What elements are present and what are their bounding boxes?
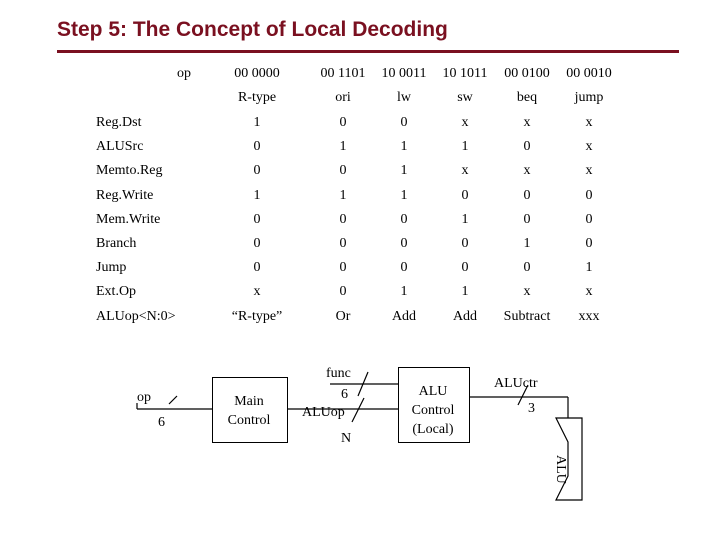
- row-label: Branch: [96, 236, 137, 251]
- alu-label: ALU: [553, 455, 568, 484]
- opcode-header: 00 1101: [320, 66, 366, 81]
- op-bus-slash: [169, 396, 177, 404]
- table-cell: 0: [523, 187, 531, 203]
- table-cell: 0: [339, 284, 347, 300]
- table-cell: x: [461, 115, 469, 130]
- table-cell: xxx: [578, 308, 600, 324]
- row-label: Mem.Write: [96, 211, 161, 227]
- table-cell: 1: [400, 139, 408, 155]
- table-cell: 0: [253, 236, 261, 251]
- page-title: Step 5: The Concept of Local Decoding: [57, 18, 448, 41]
- table-cell: 0: [339, 260, 347, 276]
- table-cell: 0: [400, 211, 408, 227]
- table-cell: x: [585, 139, 593, 155]
- func-bus-width: 6: [341, 387, 348, 402]
- main-control-line1: Main: [234, 394, 264, 409]
- table-cell: 0: [461, 260, 469, 276]
- table-cell: 1: [585, 260, 593, 276]
- table-cell: x: [523, 163, 531, 179]
- aluop-bus-width: N: [341, 431, 352, 446]
- row-label: ALUop<N:0>: [96, 308, 176, 324]
- table-cell: 1: [461, 139, 469, 155]
- opcode-header: 00 0010: [566, 66, 612, 81]
- table-cell: Add: [452, 308, 478, 324]
- table-cell: 0: [585, 236, 593, 251]
- table-cell: 0: [400, 115, 408, 130]
- table-cell: 1: [461, 211, 469, 227]
- op-header-label: op: [177, 66, 191, 81]
- row-label: Jump: [96, 260, 127, 276]
- table-cell: Or: [335, 308, 351, 324]
- instruction-header: sw: [457, 90, 473, 105]
- table-cell: 1: [461, 284, 469, 300]
- table-cell: 0: [461, 236, 469, 251]
- row-label: Reg.Dst: [96, 115, 142, 130]
- table-cell: x: [253, 284, 261, 300]
- table-cell: “R-type”: [231, 308, 283, 324]
- table-cell: 0: [339, 236, 347, 251]
- alu-control-line3: (Local): [412, 422, 454, 437]
- table-cell: 0: [585, 211, 593, 227]
- main-control-text: [228, 392, 271, 430]
- table-cell: 1: [400, 284, 408, 300]
- table-cell: 0: [461, 187, 469, 203]
- op-bus-width: 6: [158, 415, 165, 430]
- table-cell: 1: [523, 236, 531, 251]
- table-cell: x: [523, 115, 531, 130]
- table-cell: 0: [523, 139, 531, 155]
- table-cell: 0: [253, 211, 261, 227]
- aluctr-bus-width: 3: [528, 401, 535, 416]
- table-cell: x: [585, 163, 593, 179]
- row-label: Reg.Write: [96, 187, 154, 203]
- table-cell: 0: [253, 139, 261, 155]
- opcode-header: 00 0100: [504, 66, 550, 81]
- table-cell: 1: [400, 163, 408, 179]
- table-cell: Subtract: [503, 308, 551, 324]
- table-cell: 0: [253, 260, 261, 276]
- aluctr-label: ALUctr: [494, 376, 538, 391]
- table-cell: x: [585, 115, 593, 130]
- table-cell: 0: [339, 163, 347, 179]
- table-cell: Add: [391, 308, 417, 324]
- table-cell: x: [585, 284, 593, 300]
- instruction-header: R-type: [237, 90, 277, 105]
- alu-control-text: [412, 382, 455, 439]
- table-cell: 0: [523, 260, 531, 276]
- instruction-header: lw: [397, 90, 411, 105]
- table-cell: 0: [400, 236, 408, 251]
- alu-control-line1: ALU: [418, 384, 448, 399]
- opcode-header: 00 0000: [234, 66, 280, 81]
- table-cell: 0: [253, 163, 261, 179]
- alu-control-line2: Control: [411, 403, 455, 418]
- instruction-header: ori: [335, 90, 351, 105]
- opcode-header: 10 1011: [442, 66, 488, 81]
- table-cell: 1: [339, 139, 347, 155]
- table-cell: 0: [339, 115, 347, 130]
- table-cell: 0: [585, 187, 593, 203]
- table-cell: x: [523, 284, 531, 300]
- row-label: Ext.Op: [96, 284, 137, 300]
- table-cell: 1: [339, 187, 347, 203]
- main-control-line2: Control: [227, 413, 271, 428]
- row-label: Memto.Reg: [96, 163, 163, 179]
- table-cell: 1: [253, 187, 261, 203]
- table-cell: 0: [400, 260, 408, 276]
- aluop-label: ALUop: [302, 405, 345, 420]
- instruction-header: jump: [574, 90, 604, 105]
- table-cell: 1: [253, 115, 261, 130]
- table-cell: x: [461, 163, 469, 179]
- row-label: ALUSrc: [96, 139, 144, 155]
- func-label: func: [326, 366, 351, 381]
- aluop-bus-slash: [352, 398, 364, 422]
- instruction-header: beq: [516, 90, 538, 105]
- diagram-op-label: op: [137, 390, 151, 405]
- table-cell: 1: [400, 187, 408, 203]
- table-cell: 0: [339, 211, 347, 227]
- table-cell: 0: [523, 211, 531, 227]
- opcode-header: 10 0011: [381, 66, 427, 81]
